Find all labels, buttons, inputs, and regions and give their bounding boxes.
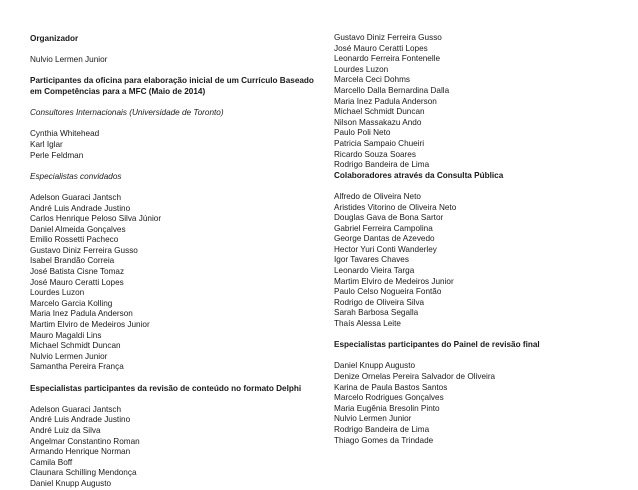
- list-item: Adelson Guaraci Jantsch: [30, 404, 122, 414]
- list-item: Gustavo Diniz Ferreira Gusso: [30, 245, 138, 255]
- list-item: Adelson Guaraci Jantsch: [30, 192, 122, 202]
- list-item: Paulo Celso Nogueira Fontão: [334, 287, 442, 297]
- list-item: Thaís Alessa Leite: [334, 319, 401, 329]
- consultants-list: [30, 129, 320, 161]
- list-item: Karl Iglar: [30, 139, 63, 149]
- list-item: José Mauro Ceratti Lopes: [334, 43, 428, 53]
- list-item: Sarah Barbosa Segalla: [334, 308, 419, 318]
- list-item: Camila Boff: [30, 457, 73, 467]
- organizer-name: Nulvio Lermen Junior: [30, 55, 108, 65]
- list-item: Maria Inez Padula Anderson: [30, 309, 133, 319]
- list-item: Leonardo Ferreira Fontenelle: [334, 54, 441, 64]
- list-item: Marcela Ceci Dohms: [334, 75, 410, 85]
- public-consultation-list: [334, 192, 624, 330]
- organizer-heading: Organizador: [30, 34, 79, 43]
- list-item: Daniel Almeida Gonçalves: [30, 224, 126, 234]
- list-item: Marcelo Rodrigues Gonçalves: [334, 393, 444, 403]
- list-item: Douglas Gava de Bona Sartor: [334, 213, 444, 223]
- list-item: Nilson Massakazu Ando: [334, 117, 422, 127]
- list-item: Emilio Rossetti Pacheco: [30, 235, 119, 245]
- list-item: Marcelo Garcia Kolling: [30, 298, 113, 308]
- list-item: Armando Henrique Norman: [30, 447, 131, 457]
- list-item: Maria Inez Padula Anderson: [334, 96, 437, 106]
- list-item: Claunara Schilling Mendonça: [30, 468, 137, 478]
- consultants-heading: Consultores Internacionais (Universidade de Toronto): [30, 108, 224, 118]
- list-item: José Mauro Ceratti Lopes: [30, 277, 124, 287]
- list-item: Alfredo de Oliveira Neto: [334, 191, 421, 201]
- list-item: Nulvio Lermen Junior: [334, 414, 412, 424]
- final-panel-heading: Especialistas participantes do Painel de revisão final: [334, 340, 540, 350]
- list-item: Denize Ornelas Pereira Salvador de Oliveira: [334, 372, 496, 381]
- list-item: Thiago Gomes da Trindade: [334, 435, 434, 445]
- list-item: Gabriel Ferreira Campolina: [334, 223, 433, 233]
- list-item: Karina de Paula Bastos Santos: [334, 382, 448, 392]
- list-item: Michael Schmidt Duncan: [30, 341, 121, 351]
- list-item: Martim Elviro de Medeiros Junior: [30, 320, 150, 330]
- invited-list: [30, 193, 320, 373]
- participants-heading: Participantes da oficina para elaboração inicial de um Currículo Baseado em Competências para a MFC (Maio de 2014): [30, 76, 314, 96]
- list-item: Daniel Knupp Augusto: [30, 478, 112, 488]
- list-item: Rodrigo de Oliveira Silva: [334, 297, 425, 307]
- list-item: José Batista Cisne Tomaz: [30, 267, 125, 277]
- list-item: George Dantas de Azevedo: [334, 234, 435, 244]
- list-item: Igor Tavares Chaves: [334, 255, 409, 265]
- right-column: [334, 33, 624, 446]
- list-item: Maria Eugênia Bresolin Pinto: [334, 403, 440, 413]
- list-item: Mauro Magaldi Lins: [30, 330, 102, 340]
- list-item: Leonardo Vieira Targa: [334, 266, 415, 276]
- list-item: Daniel Knupp Augusto: [334, 361, 416, 371]
- list-item: Paulo Poli Neto: [334, 128, 391, 138]
- list-item: Perle Feldman: [30, 150, 84, 160]
- list-item: Lourdes Luzon: [30, 288, 85, 298]
- list-item: Hector Yuri Conti Wanderley: [334, 244, 437, 254]
- delphi-list: [30, 405, 320, 490]
- list-item: Rodrigo Bandeira de Lima: [334, 160, 430, 170]
- list-item: Patricia Sampaio Chueiri: [334, 138, 425, 148]
- list-item: Carlos Henrique Peloso Silva Júnior: [30, 214, 162, 224]
- list-item: Angelmar Constantino Roman: [30, 436, 140, 446]
- delphi-list-continued: [334, 33, 624, 171]
- list-item: Nulvio Lermen Junior: [30, 351, 108, 361]
- list-item: Lourdes Luzon: [334, 64, 389, 74]
- list-item: Marcello Dalla Bernardina Dalla: [334, 85, 450, 95]
- invited-heading: Especialistas convidados: [30, 171, 122, 181]
- list-item: André Luis Andrade Justino: [30, 415, 131, 425]
- list-item: Cynthia Whitehead: [30, 129, 100, 139]
- list-item: André Luiz da Silva: [30, 425, 101, 435]
- list-item: Ricardo Souza Soares: [334, 149, 416, 159]
- public-consultation-heading: Colaboradores através da Consulta Pública: [334, 170, 504, 180]
- left-column: [30, 34, 320, 490]
- list-item: Gustavo Diniz Ferreira Gusso: [334, 33, 442, 42]
- list-item: Rodrigo Bandeira de Lima: [334, 424, 430, 434]
- list-item: Michael Schmidt Duncan: [334, 107, 425, 117]
- list-item: Isabel Brandão Correia: [30, 256, 115, 266]
- list-item: Aristides Vitorino de Oliveira Neto: [334, 202, 457, 212]
- delphi-heading: Especialistas participantes da revisão de conteúdo no formato Delphi: [30, 383, 302, 393]
- final-panel-list: [334, 361, 624, 446]
- list-item: Samantha Pereira França: [30, 362, 124, 372]
- list-item: André Luis Andrade Justino: [30, 203, 131, 213]
- list-item: Martim Elviro de Medeiros Junior: [334, 276, 454, 286]
